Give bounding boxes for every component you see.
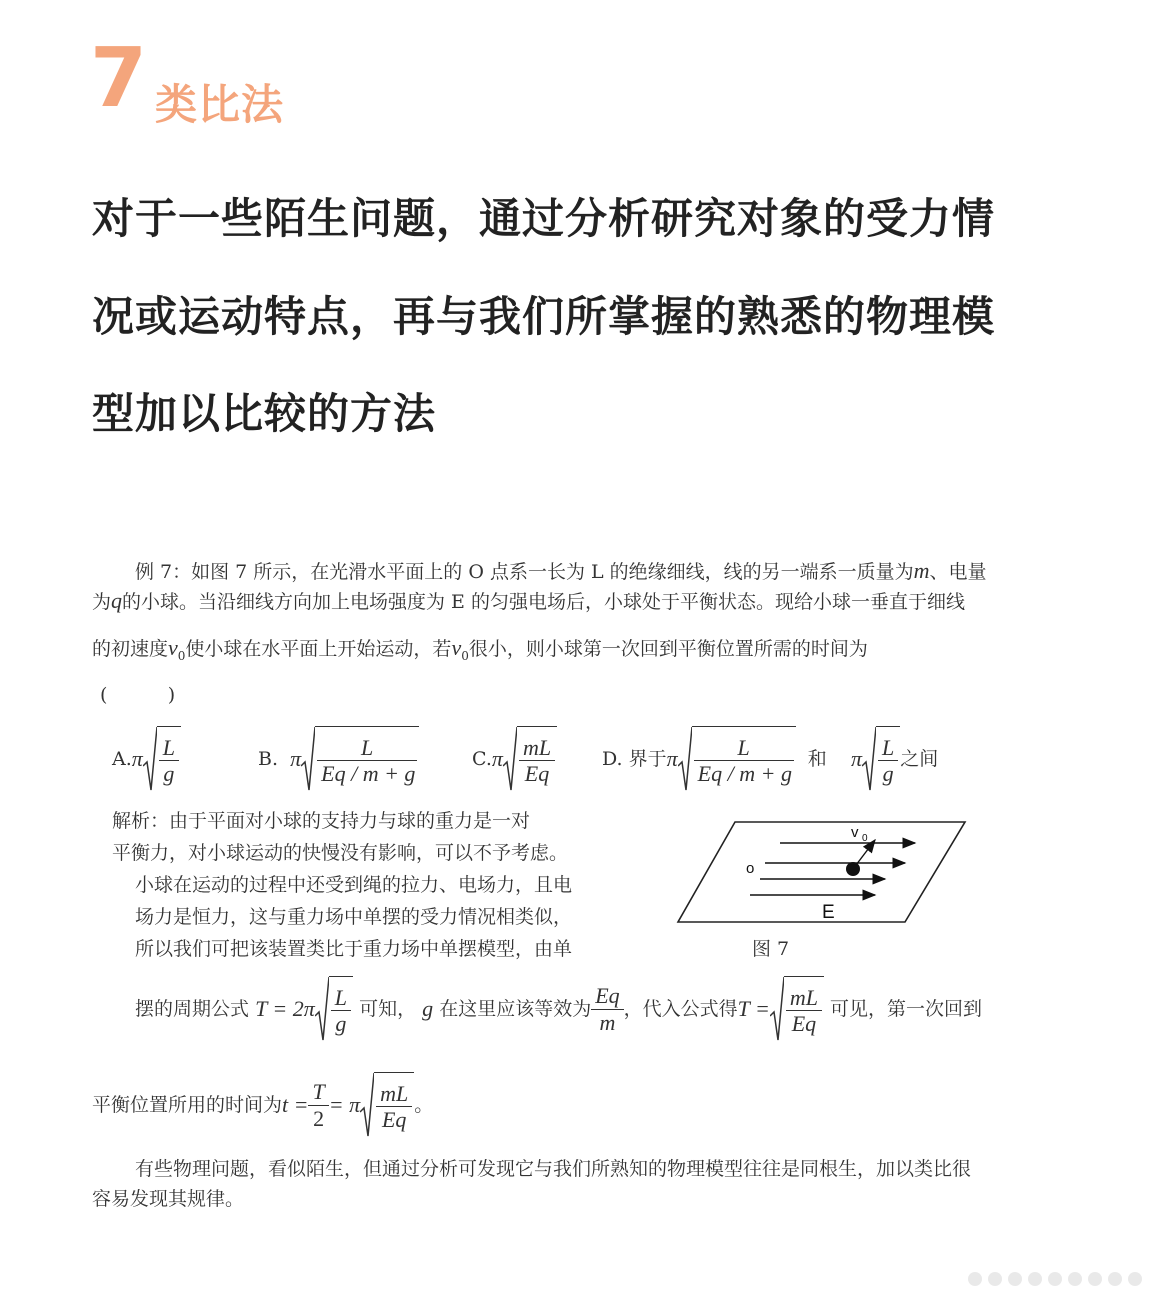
page-dot[interactable] xyxy=(1008,1272,1022,1286)
section-title: 类比法 xyxy=(155,80,285,129)
page-dot[interactable] xyxy=(1048,1272,1062,1286)
section-number: 7 xyxy=(90,31,148,126)
page-dot[interactable] xyxy=(968,1272,982,1286)
label-e: E xyxy=(822,902,835,923)
option-c: C. π $\frac{mL}{Eq}$ xyxy=(472,726,557,792)
velocity-arrow xyxy=(853,840,875,869)
page-dot[interactable] xyxy=(1068,1272,1082,1286)
example-line-2: 为q的小球。当沿细线方向加上电场强度为 E 的匀强电场后，小球处于平衡状态。现给小球一垂直于细线 xyxy=(92,588,965,613)
answer-blank: ( ) xyxy=(100,684,176,706)
conclusion-line-2: 容易发现其规律。 xyxy=(92,1188,245,1210)
intro-line-2: 况或运动特点，再与我们所掌握的熟悉的物理模 xyxy=(92,292,996,341)
example-line-3: 的初速度$v_0$使小球在水平面上开始运动，若$v_0$很小，则小球第一次回到平衡位置所需的时间为 xyxy=(92,635,868,663)
page-dot[interactable] xyxy=(1028,1272,1042,1286)
analysis-line-1: 解析：由于平面对小球的支持力与球的重力是一对 xyxy=(112,810,531,832)
option-b: B. π $\frac{L}{Eq / m + g}$ xyxy=(258,726,419,792)
page-dot[interactable] xyxy=(1088,1272,1102,1286)
analysis-line-7: 平衡位置所用的时间为 t = $\frac{T}{2}$ = π $\frac{mL}{Eq}$ 。 xyxy=(92,1072,433,1138)
page-indicator xyxy=(968,1272,1142,1286)
option-d: D. 界于 π $\frac{L}{Eq / m + g}$ 和 π $\frac{L}{g}$ 之间 xyxy=(602,726,938,792)
label-v0: v xyxy=(851,824,859,841)
example-line-1: 例 7：如图 7 所示，在光滑水平面上的 O 点系一长为 L 的绝缘细线，线的另一端系一质量为m、电量 xyxy=(135,558,987,583)
analysis-line-6: 摆的周期公式 T = 2π $\frac{L}{g}$ 可知， g 在这里应该等效为 $\frac{Eq}{m}$ ，代入公式得 T = $\frac{mL}{Eq}$ 可见，第一次回到 xyxy=(135,976,982,1042)
page-dot[interactable] xyxy=(1128,1272,1142,1286)
intro-line-3: 型加以比较的方法 xyxy=(92,389,437,438)
option-a: A. π $\frac{L}{g}$ xyxy=(112,726,181,792)
figure-7-diagram xyxy=(670,812,970,962)
label-o: o xyxy=(746,860,755,877)
intro-line-1: 对于一些陌生问题，通过分析研究对象的受力情 xyxy=(92,194,996,243)
page-dot[interactable] xyxy=(1108,1272,1122,1286)
conclusion-line-1: 有些物理问题，看似陌生，但通过分析可发现它与我们所熟知的物理模型往往是同根生，加以类比很 xyxy=(135,1158,972,1180)
label-v0-sub: 0 xyxy=(862,833,868,844)
analysis-line-4: 场力是恒力，这与重力场中单摆的受力情况相类似， xyxy=(135,906,573,928)
analysis-line-2: 平衡力，对小球运动的快慢没有影响，可以不予考虑。 xyxy=(112,842,569,864)
figure-caption: 图 7 xyxy=(752,938,790,960)
page-dot[interactable] xyxy=(988,1272,1002,1286)
analysis-line-5: 所以我们可把该装置类比于重力场中单摆模型，由单 xyxy=(135,938,573,960)
analysis-line-3: 小球在运动的过程中还受到绳的拉力、电场力，且电 xyxy=(135,874,573,896)
